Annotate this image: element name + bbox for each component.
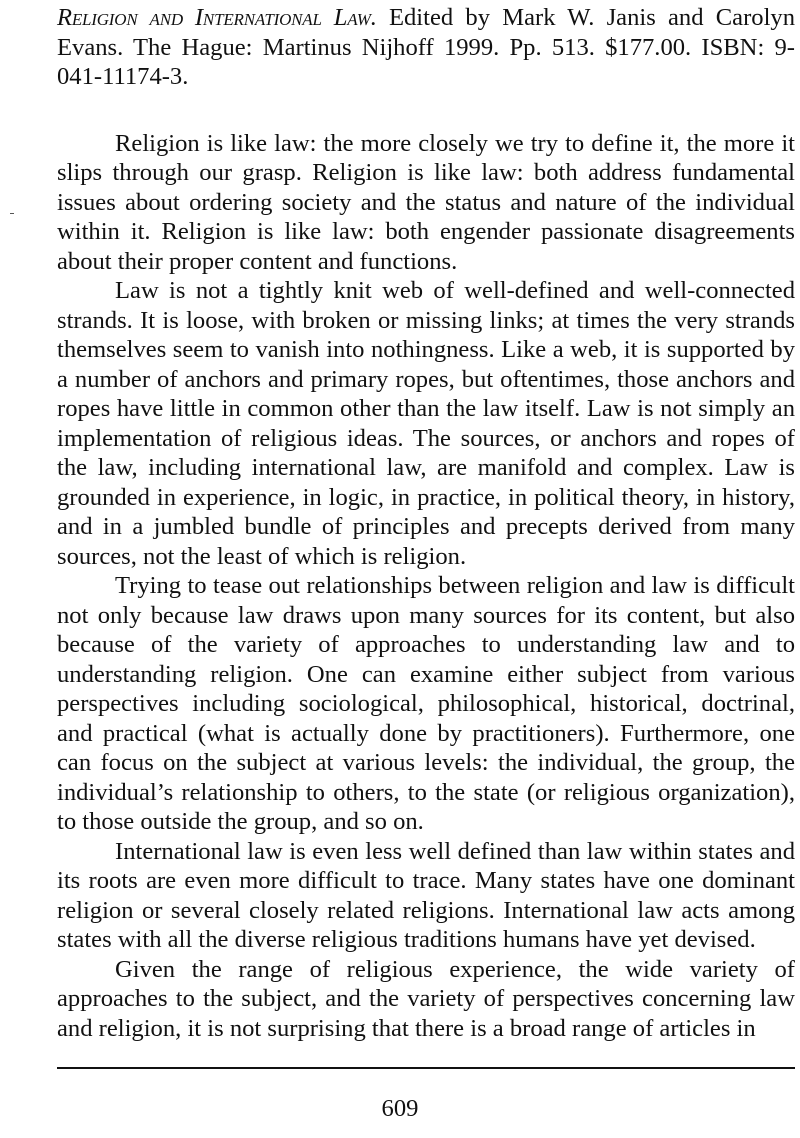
book-citation: Edited by Mark W. Janis and Carolyn Evans. The Hague: Martinus Nijhoff 1999. Pp. 513. $177.00. ISBN: 9-041-11174-3. <box>57 4 795 90</box>
margin-mark <box>10 213 14 214</box>
paragraph-4: International law is even less well defined than law within states and its roots are even more difficult to trace. Many states have one dominant religion or several closely related religions. International law acts among states with all the diverse religious traditions humans have yet devised. <box>57 837 795 953</box>
review-page <box>57 0 795 1043</box>
book-title: Religion and International Law. <box>57 4 377 31</box>
review-heading <box>57 0 795 92</box>
page-number: 609 <box>381 1095 419 1122</box>
paragraph-2: Law is not a tightly knit web of well-defined and well-connected strands. It is loose, with broken or missing links; at times the very strands themselves seem to vanish into nothingness. Like a web, it is supported by a number of anchors and primary ropes, but oftentimes, those anchors and ropes have little in common other than the law itself. Law is not simply an implementation of religious ideas. The sources, or anchors and ropes of the law, including international law, are manifold and complex. Law is grounded in experience, in logic, in practice, in political theory, in history, and in a jumbled bundle of principles and precepts derived from many sources, not the least of which is religion. <box>57 277 795 570</box>
paragraph-1: Religion is like law: the more closely we try to define it, the more it slips through our grasp. Religion is like law: both address fundamental issues about ordering society and the status and nature of the individual within it. Religion is like law: both engender passionate disagreements about their proper content and functions. <box>57 129 795 275</box>
review-body <box>57 129 795 1044</box>
paragraph-5: Given the range of religious experience, the wide variety of approaches to the subject, and the variety of perspectives concerning law and religion, it is not surprising that there is a broad range of articles in <box>57 955 795 1042</box>
footer-rule <box>57 1067 795 1069</box>
paragraph-3: Trying to tease out relationships between religion and law is difficult not only because law draws upon many sources for its content, but also because of the variety of approaches to understanding law and to understanding religion. One can examine either subject from various perspectives including sociological, philosophical, historical, doctrinal, and practical (what is actually done by practitioners). Furthermore, one can focus on the subject at various levels: the individual, the group, the individual’s relationship to others, to the state (or religious organization), to those outside the group, and so on. <box>57 572 795 835</box>
